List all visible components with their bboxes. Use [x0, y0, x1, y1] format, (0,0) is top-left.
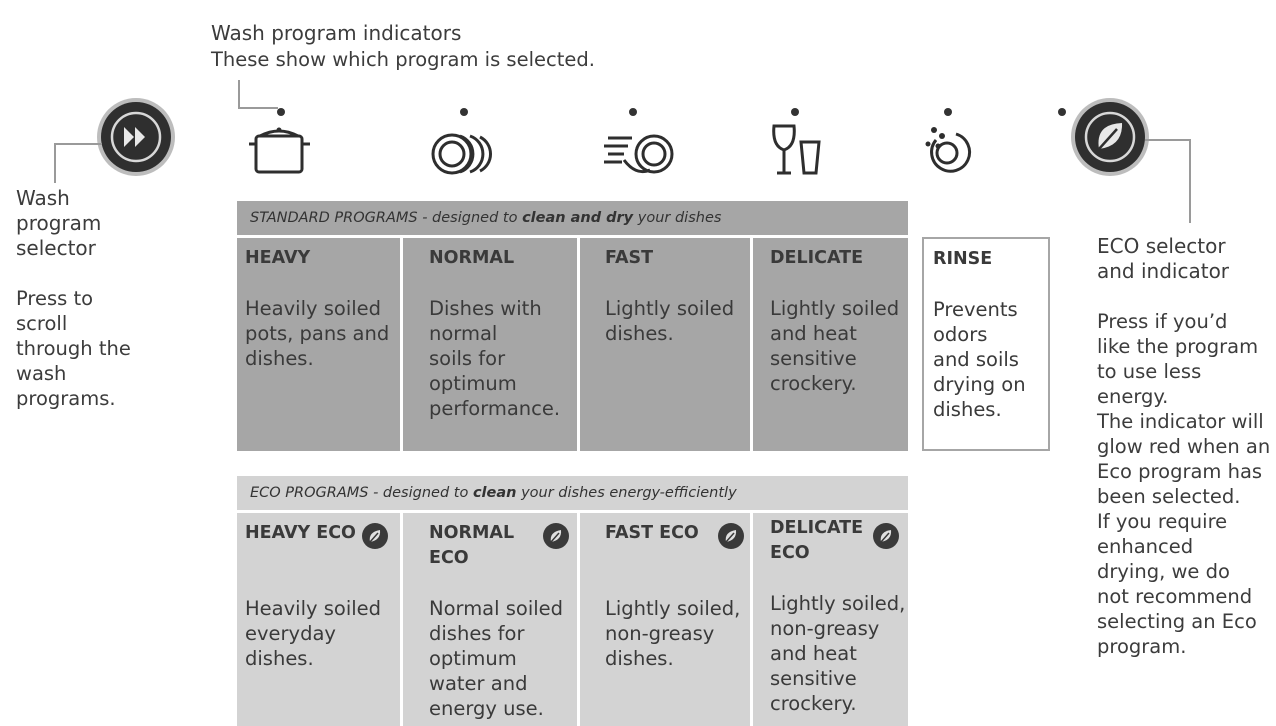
- wash-program-selector-button[interactable]: [101, 102, 171, 172]
- column-divider: [750, 513, 753, 726]
- program-delicate: DELICATE Lightly soiled and heat sensitive crockery.: [770, 248, 900, 395]
- program-normal-eco: NORMAL ECO Normal soiled dishes for optimum water and energy use.: [429, 523, 564, 720]
- indicator-dot-heavy: [277, 108, 285, 116]
- column-divider: [400, 238, 403, 451]
- indicators-heading: Wash program indicators: [211, 21, 462, 45]
- rinse-icon: [920, 124, 974, 178]
- eco-selector-title: ECO selector and indicator: [1097, 234, 1230, 283]
- indicator-dot-eco: [1058, 108, 1066, 116]
- indicators-subtext: These show which program is selected.: [211, 48, 595, 71]
- indicator-dot-fast: [629, 108, 637, 116]
- plates-icon: [430, 130, 500, 178]
- standard-programs-panel: [237, 238, 908, 451]
- eco-leaf-badge-icon: [362, 523, 388, 549]
- eco-leaf-badge-icon: [543, 523, 569, 549]
- pot-icon: [246, 126, 314, 176]
- leader-line: [238, 80, 240, 108]
- program-fast: FAST Lightly soiled dishes.: [605, 248, 735, 345]
- leaf-icon: [1075, 102, 1145, 172]
- program-heavy: HEAVY Heavily soiled pots, pans and dishes.: [245, 248, 390, 370]
- eco-leaf-badge-icon: [873, 523, 899, 549]
- eco-programs-panel: [237, 513, 908, 726]
- eco-selector-description: Press if you’d like the program to use less energy. The indicator will glow red when an Eco program has been selected. If you require enhanced drying, we do not recommend selecting an Eco program.: [1097, 310, 1271, 658]
- column-divider: [400, 513, 403, 726]
- program-fast-eco: FAST ECO Lightly soiled, non-greasy dishes.: [605, 523, 741, 670]
- fast-dishes-icon: [602, 130, 676, 178]
- column-divider: [577, 513, 580, 726]
- leader-line: [238, 107, 278, 109]
- indicator-dot-delicate: [791, 108, 799, 116]
- program-rinse: RINSE Prevents odors and soils drying on dishes.: [922, 237, 1050, 451]
- program-delicate-eco: DELICATE ECO Lightly soiled, non-greasy and heat sensitive crockery.: [770, 518, 906, 715]
- standard-programs-banner: STANDARD PROGRAMS - designed to clean and dry your dishes: [237, 201, 908, 235]
- eco-leader-line: [1145, 139, 1191, 141]
- program-heavy-eco: HEAVY ECO Heavily soiled everyday dishes.: [245, 523, 382, 670]
- eco-leader-line: [1189, 139, 1191, 223]
- selector-leader-line: [54, 143, 102, 145]
- fast-forward-icon: [101, 102, 171, 172]
- indicator-dot-normal: [460, 108, 468, 116]
- glasses-icon: [770, 122, 826, 178]
- column-divider: [750, 238, 753, 451]
- eco-leaf-badge-icon: [718, 523, 744, 549]
- eco-programs-banner: ECO PROGRAMS - designed to clean your dishes energy-efficiently: [237, 476, 908, 510]
- eco-selector-button[interactable]: [1075, 102, 1145, 172]
- program-normal: NORMAL Dishes with normal soils for optimum performance.: [429, 248, 561, 420]
- column-divider: [577, 238, 580, 451]
- selector-leader-line: [54, 143, 56, 183]
- selector-title: Wash program selector: [16, 186, 102, 260]
- indicator-dot-rinse: [944, 108, 952, 116]
- selector-description: Press to scroll through the wash programs.: [16, 287, 131, 410]
